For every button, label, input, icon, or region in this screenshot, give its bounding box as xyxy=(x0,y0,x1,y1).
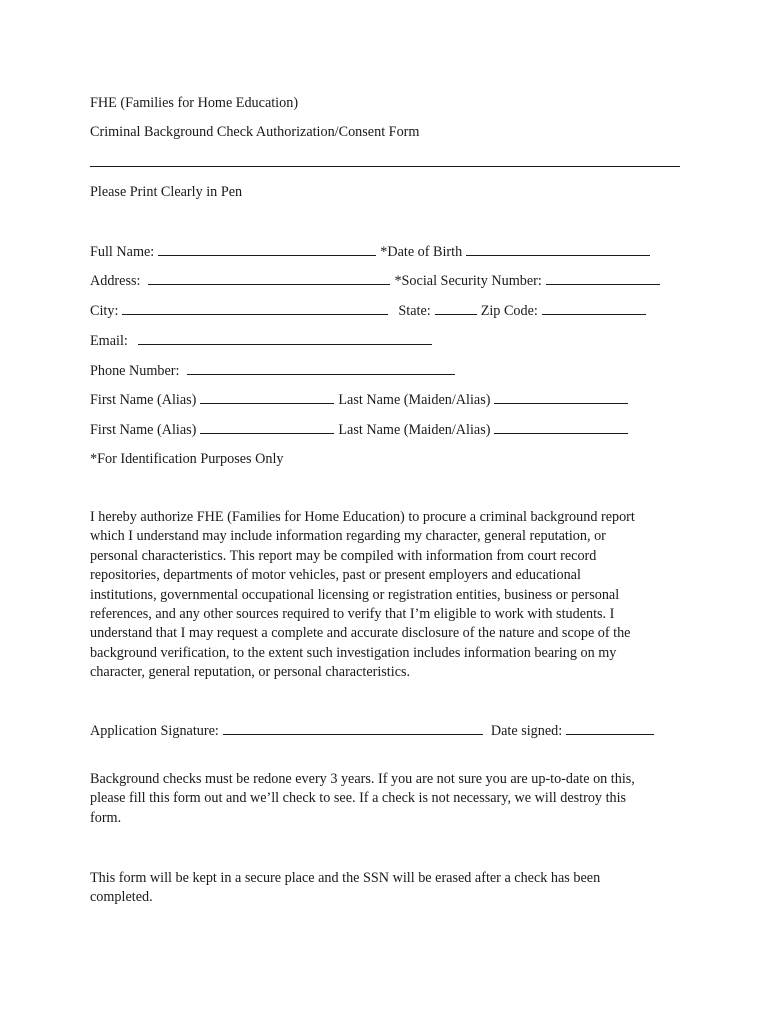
authorization-line: repositories, departments of motor vehicles, past or present employers and educational xyxy=(90,567,581,584)
authorization-line: personal characteristics. This report may be compiled with information from court record xyxy=(90,547,597,564)
privacy-note xyxy=(90,869,600,908)
address-row xyxy=(90,271,664,290)
full-name-field[interactable] xyxy=(158,242,376,256)
address-field[interactable] xyxy=(148,271,390,285)
authorization-line: I hereby authorize FHE (Families for Home Education) to procure a criminal background report xyxy=(90,509,635,525)
email-row xyxy=(90,331,436,350)
date-of-birth-label: *Date of Birth xyxy=(380,244,463,260)
ssn-label: *Social Security Number: xyxy=(394,273,542,289)
last-name-alias-field-2[interactable] xyxy=(494,420,628,434)
redo-note xyxy=(90,770,635,828)
email-field[interactable] xyxy=(138,331,432,345)
alias-row-2 xyxy=(90,420,632,439)
authorization-line: references, and any other sources required to verify that I’m eligible to work with students. I xyxy=(90,606,615,623)
alias-row-1 xyxy=(90,390,632,409)
last-name-alias-field-1[interactable] xyxy=(494,390,628,404)
application-signature-field[interactable] xyxy=(223,721,483,735)
redo-note-line: Background checks must be redone every 3 years. If you are not sure you are up-to-date on this, xyxy=(90,771,635,787)
header-divider xyxy=(90,166,680,167)
zip-code-label: Zip Code: xyxy=(480,303,538,319)
ssn-field[interactable] xyxy=(546,271,660,285)
zip-code-field[interactable] xyxy=(542,301,646,315)
address-label: Address: xyxy=(90,273,141,289)
authorization-paragraph xyxy=(90,508,635,683)
date-of-birth-field[interactable] xyxy=(466,242,650,256)
organization-name: FHE (Families for Home Education) xyxy=(90,95,299,111)
last-name-alias-label: Last Name (Maiden/Alias) xyxy=(338,422,491,438)
authorization-line: understand that I may request a complete and accurate disclosure of the nature and scope of the xyxy=(90,625,631,642)
city-field[interactable] xyxy=(122,301,388,315)
city-label: City: xyxy=(90,303,119,319)
privacy-note-line: This form will be kept in a secure place and the SSN will be erased after a check has been xyxy=(90,870,601,886)
date-signed-label: Date signed: xyxy=(490,723,563,739)
state-label: State: xyxy=(398,303,431,319)
authorization-line: character, general reputation, or personal characteristics. xyxy=(90,664,411,681)
first-name-alias-label: First Name (Alias) xyxy=(90,422,197,438)
city-row xyxy=(90,301,650,320)
print-instructions: Please Print Clearly in Pen xyxy=(90,184,243,200)
authorization-line: background verification, to the extent such investigation includes information bearing on my xyxy=(90,644,617,661)
form-title: Criminal Background Check Authorization/Consent Form xyxy=(90,124,420,140)
first-name-alias-label: First Name (Alias) xyxy=(90,392,197,408)
privacy-note-line: completed. xyxy=(90,889,153,906)
signature-row xyxy=(90,721,658,740)
last-name-alias-label: Last Name (Maiden/Alias) xyxy=(338,392,491,408)
state-field[interactable] xyxy=(435,301,477,315)
phone-number-label: Phone Number: xyxy=(90,363,180,379)
full-name-label: Full Name: xyxy=(90,244,155,260)
full-name-row xyxy=(90,242,654,261)
email-label: Email: xyxy=(90,333,128,349)
phone-row xyxy=(90,361,459,380)
date-signed-field[interactable] xyxy=(566,721,654,735)
authorization-line: which I understand may include information regarding my character, general reputation, or xyxy=(90,528,606,545)
authorization-line: institutions, governmental occupational licensing or registration entities, business or personal xyxy=(90,586,620,603)
identification-note: *For Identification Purposes Only xyxy=(90,451,284,467)
first-name-alias-field-1[interactable] xyxy=(200,390,334,404)
phone-number-field[interactable] xyxy=(187,361,455,375)
redo-note-line: form. xyxy=(90,809,122,826)
application-signature-label: Application Signature: xyxy=(90,723,219,739)
redo-note-line: please fill this form out and we’ll check to see. If a check is not necessary, we will destroy this xyxy=(90,790,627,807)
first-name-alias-field-2[interactable] xyxy=(200,420,334,434)
